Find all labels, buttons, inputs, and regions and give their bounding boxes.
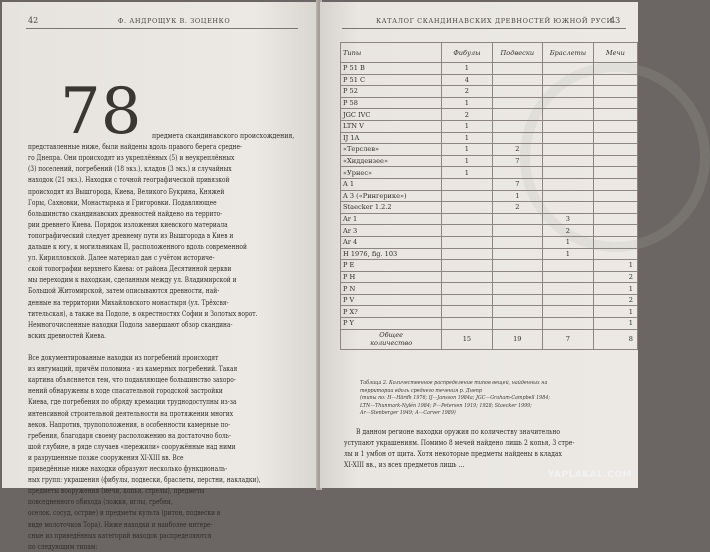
count-cell xyxy=(492,109,543,121)
count-cell xyxy=(593,190,637,202)
table-row xyxy=(341,109,638,121)
table-row xyxy=(341,283,638,295)
table-row xyxy=(341,120,638,132)
count-cell xyxy=(543,306,594,318)
count-cell: 2 xyxy=(593,271,637,283)
type-cell: LTN V xyxy=(341,120,442,132)
count-cell xyxy=(543,318,594,330)
running-head-left: Ф. АНДРОЩУК В. ЗОЦЕНКО xyxy=(118,17,231,25)
table-row xyxy=(341,86,638,98)
count-cell: 2 xyxy=(442,86,492,98)
count-cell xyxy=(543,283,594,295)
type-cell: JGC IVC xyxy=(341,109,442,121)
body-line: рии древнего Киева. Порядок изложения киевского материала xyxy=(28,219,228,229)
body-line: оселок, сосуд, острие) и предметы культа (ритон, подвески в xyxy=(28,508,221,518)
body-line: виде молоточков Тора). Ниже находки и наиболее интере- xyxy=(28,519,213,529)
table-row xyxy=(341,318,638,330)
page-number-left: 42 xyxy=(28,16,39,25)
caption-line: LTN—Thunmark-Nylén 1984; P—Petersen 1919; 1928; Staecker 1999; xyxy=(360,402,532,409)
table-row xyxy=(341,132,638,144)
count-cell: 2 xyxy=(543,225,594,237)
count-cell xyxy=(442,248,492,260)
table-row xyxy=(341,271,638,283)
count-cell xyxy=(593,248,637,260)
count-cell xyxy=(593,167,637,179)
table-header-row xyxy=(341,43,638,63)
count-cell: 1 xyxy=(442,63,492,75)
type-cell: Ar 4 xyxy=(341,236,442,248)
count-cell xyxy=(492,283,543,295)
count-cell xyxy=(593,132,637,144)
type-cell: Staecker 1.2.2 xyxy=(341,202,442,214)
count-cell xyxy=(442,271,492,283)
count-cell xyxy=(442,283,492,295)
count-cell xyxy=(492,167,543,179)
table-header: Фибулы xyxy=(442,43,492,63)
body-line: ул. Кирилловской. Далее материал дан с учётом историче- xyxy=(28,253,215,263)
count-cell xyxy=(492,248,543,260)
types-table xyxy=(340,42,638,350)
type-cell: P Y xyxy=(341,318,442,330)
count-cell xyxy=(593,144,637,156)
count-cell xyxy=(593,213,637,225)
count-cell xyxy=(543,202,594,214)
body-line: вских древностей Киева. xyxy=(28,330,107,340)
count-cell xyxy=(543,86,594,98)
count-cell xyxy=(543,190,594,202)
type-cell: Ar 1 xyxy=(341,213,442,225)
body-line: происходят из Вышгорода, Киева, Великого Букрина, Княжей xyxy=(28,186,225,196)
body-line: тительская), а также на Подоле, в окрестностях Софии и Золотых ворот. xyxy=(28,308,258,318)
count-cell: 1 xyxy=(543,248,594,260)
count-cell: 1 xyxy=(593,283,637,295)
body-line: лы и 1 умбон от щита. Хотя некоторые предметы найдены в кладах xyxy=(344,449,562,458)
totals-label-line: количество xyxy=(370,339,413,348)
count-cell xyxy=(442,260,492,272)
count-cell xyxy=(543,109,594,121)
count-cell: 1 xyxy=(442,144,492,156)
count-cell xyxy=(442,190,492,202)
count-cell xyxy=(543,74,594,86)
count-cell: 1 xyxy=(442,97,492,109)
count-cell xyxy=(492,306,543,318)
count-cell xyxy=(492,260,543,272)
count-cell xyxy=(593,236,637,248)
count-cell xyxy=(543,271,594,283)
table-row xyxy=(341,190,638,202)
table-header: Подвески xyxy=(492,43,543,63)
count-cell xyxy=(492,120,543,132)
running-head-right: КАТАЛОГ СКАНДИНАВСКИХ ДРЕВНОСТЕЙ ЮЖНОЙ РУСИ xyxy=(376,17,613,25)
count-cell xyxy=(442,202,492,214)
table-row xyxy=(341,213,638,225)
count-cell xyxy=(593,63,637,75)
header-rule-right xyxy=(342,28,626,29)
type-cell: IJ 1A xyxy=(341,132,442,144)
body-line: большинство скандинавских древностей найдено на террито- xyxy=(28,208,223,218)
body-line: гребения, благодаря своему расположению на достаточно боль- xyxy=(28,430,232,440)
count-cell xyxy=(492,271,543,283)
count-cell xyxy=(492,213,543,225)
count-cell xyxy=(442,318,492,330)
body-line: ных групп: украшения (фибулы, подвески, браслеты, перстни, накладки), xyxy=(28,475,261,485)
count-cell xyxy=(593,97,637,109)
count-cell: 3 xyxy=(543,213,594,225)
body-line: нений обнаружены в ходе спасательной городской застройки xyxy=(28,386,223,396)
caption-line: (типы по: H—Härdh 1976; IJ—Jansson 1984a; JGC—Graham-Campbell 1984; xyxy=(360,395,550,402)
count-cell: 1 xyxy=(442,167,492,179)
body-line: находок (21 экз.). Находки с точной географической привязкой xyxy=(28,175,230,185)
type-cell: P V xyxy=(341,294,442,306)
type-cell: H 1976, fig. 103 xyxy=(341,248,442,260)
type-cell: P H xyxy=(341,271,442,283)
header-rule-left xyxy=(26,28,298,29)
count-cell xyxy=(492,63,543,75)
count-cell xyxy=(593,225,637,237)
count-cell: 1 xyxy=(492,190,543,202)
body-line: Большой Житомирской, затем описываются древности, най- xyxy=(28,286,220,296)
type-cell: «Хиддензее» xyxy=(341,155,442,167)
body-line: дальше к югу, к могильникам II, расположенного вдоль современной xyxy=(28,242,247,251)
table-row xyxy=(341,167,638,179)
body-line: Все документированные находки из погребений происходят xyxy=(28,353,219,362)
table-row xyxy=(341,225,638,237)
table-row xyxy=(341,74,638,86)
count-cell xyxy=(492,132,543,144)
count-cell: 1 xyxy=(593,306,637,318)
type-cell: P X? xyxy=(341,306,442,318)
type-cell: P 51 B xyxy=(341,63,442,75)
body-line: XI-XIII вв., из всех предметов лишь ... xyxy=(344,460,465,469)
count-cell xyxy=(593,155,637,167)
caption-line: Ar—Stenberger 1949; A—Carver 1989) xyxy=(360,410,456,417)
table-row xyxy=(341,248,638,260)
count-cell xyxy=(543,294,594,306)
body-line: В данном регионе находки оружия по количеству значительно xyxy=(356,427,561,436)
totals-label-line: Общее xyxy=(379,331,404,340)
type-cell: P 51 C xyxy=(341,74,442,86)
count-cell: 7 xyxy=(492,178,543,190)
body-line: шой глубине, в ряде случаев «пережили» сооружённые над ними xyxy=(28,441,236,451)
table-header: Мечи xyxy=(593,43,637,63)
count-cell: 2 xyxy=(593,294,637,306)
table-header: Типы xyxy=(341,43,442,63)
right-page xyxy=(320,2,638,488)
watermark-logo: YAPLAKAL.COM xyxy=(547,470,632,480)
count-cell xyxy=(442,178,492,190)
table-row xyxy=(341,306,638,318)
type-cell: P 58 xyxy=(341,97,442,109)
type-cell: «Урнес» xyxy=(341,167,442,179)
totals-row xyxy=(341,329,638,349)
body-line: картина объясняется тем, что подавляющее большинство захоро- xyxy=(28,375,236,385)
table-header: Браслеты xyxy=(543,43,594,63)
total-cell: 19 xyxy=(492,329,543,349)
count-cell xyxy=(492,225,543,237)
body-line: сные из приведённых категорий находок распределяются xyxy=(28,530,212,540)
count-cell: 1 xyxy=(442,132,492,144)
table-row xyxy=(341,236,638,248)
count-cell xyxy=(593,86,637,98)
count-cell xyxy=(492,236,543,248)
page-number-right: 43 xyxy=(610,16,621,25)
count-cell: 2 xyxy=(442,109,492,121)
body-line: Горы, Сахновки, Монастырька и Григоровки. Подавляющее xyxy=(28,197,217,207)
table-row xyxy=(341,144,638,156)
count-cell xyxy=(543,120,594,132)
caption-line: территории вдоль среднего течения р. Днепр xyxy=(360,387,482,394)
count-cell xyxy=(593,120,637,132)
table-row xyxy=(341,97,638,109)
body-line: интенсивной строительной деятельности на протяжении многих xyxy=(28,408,234,418)
body-line: мы переходим к находкам, сделанным между ул. Владимирской и xyxy=(28,275,237,285)
body-line: повседневного обихода (ложки, иглы, гребни, xyxy=(28,497,173,507)
count-cell xyxy=(543,167,594,179)
count-cell xyxy=(593,109,637,121)
body-line: по следующим типам: xyxy=(28,541,98,551)
body-line: предметы вооружения (мечи, копья, стрелы), предметы xyxy=(28,486,205,496)
table-row xyxy=(341,294,638,306)
body-line: предмета скандинавского происхождения, xyxy=(152,131,295,140)
count-cell xyxy=(492,97,543,109)
count-cell: 1 xyxy=(593,260,637,272)
count-cell xyxy=(442,213,492,225)
body-line: и разрушенные позже сооружения XI-XIII вв. Все xyxy=(28,452,184,462)
count-cell: 1 xyxy=(442,120,492,132)
left-page xyxy=(2,2,318,551)
body-line: го Днепра. Они происходят из укреплённых (5) и неукреплённых xyxy=(28,153,235,163)
count-cell: 1 xyxy=(593,318,637,330)
type-cell: A 1 xyxy=(341,178,442,190)
type-cell: «Терслев» xyxy=(341,144,442,156)
type-cell: P E xyxy=(341,260,442,272)
table-row xyxy=(341,178,638,190)
body-line: Немногочисленные находки Подола завершают обзор скандина- xyxy=(28,319,233,329)
table-row xyxy=(341,155,638,167)
count-cell xyxy=(543,155,594,167)
body-line: Киева, где погребения по обряду кремации труднодоступны из-за xyxy=(28,397,237,407)
body-line: из ингумаций, причём половина - из камерных погребений. Такая xyxy=(28,364,238,374)
dropcap-number: 78 xyxy=(60,75,142,149)
count-cell xyxy=(543,132,594,144)
total-cell: 8 xyxy=(593,329,637,349)
count-cell xyxy=(492,74,543,86)
type-cell: P N xyxy=(341,283,442,295)
count-cell: 1 xyxy=(543,236,594,248)
count-cell: 1 xyxy=(442,155,492,167)
count-cell xyxy=(543,144,594,156)
count-cell xyxy=(492,318,543,330)
count-cell: 7 xyxy=(492,155,543,167)
count-cell xyxy=(543,63,594,75)
body-line: денные на территории Михайловского монастыря (ул. Трёхсвя- xyxy=(28,297,229,307)
count-cell xyxy=(593,178,637,190)
table-row xyxy=(341,260,638,272)
total-cell: 15 xyxy=(442,329,492,349)
book-spread xyxy=(2,0,638,551)
count-cell xyxy=(593,202,637,214)
count-cell: 4 xyxy=(442,74,492,86)
body-line: (3) поселений, погребений (18 экз.), кладов (3 экз.) и случайных xyxy=(28,164,232,174)
type-cell: Ar 3 xyxy=(341,225,442,237)
count-cell xyxy=(593,74,637,86)
body-line: веков. Напротив, трупоположения, в особенности камерные по- xyxy=(28,419,231,429)
type-cell: P 52 xyxy=(341,86,442,98)
body-line: ской топографии верхнего Киева: от района Десятинной церкви xyxy=(28,264,232,274)
count-cell xyxy=(492,86,543,98)
count-cell xyxy=(543,97,594,109)
count-cell xyxy=(442,236,492,248)
body-line: представленные ниже, были найдены вдоль правого берега средне- xyxy=(28,142,242,152)
count-cell xyxy=(543,260,594,272)
count-cell xyxy=(543,178,594,190)
count-cell xyxy=(492,294,543,306)
count-cell xyxy=(442,225,492,237)
totals-label xyxy=(341,329,442,349)
count-cell: 2 xyxy=(492,202,543,214)
count-cell xyxy=(442,294,492,306)
table-row xyxy=(341,202,638,214)
caption-line: Таблица 2. Количественное распределение типов вещей, найденных на xyxy=(360,380,548,386)
total-cell: 7 xyxy=(543,329,594,349)
table-row xyxy=(341,63,638,75)
body-line: приведённые ниже находки образуют несколько функциональ- xyxy=(28,464,228,473)
body-line: топографический следует древнему пути из Вышгорода в Киев и xyxy=(28,230,234,240)
count-cell: 2 xyxy=(492,144,543,156)
body-line: уступают украшениям. Помимо 8 мечей найдено лишь 2 копья, 3 стре- xyxy=(344,438,575,447)
count-cell xyxy=(442,306,492,318)
type-cell: A 3 («Рингерике») xyxy=(341,190,442,202)
